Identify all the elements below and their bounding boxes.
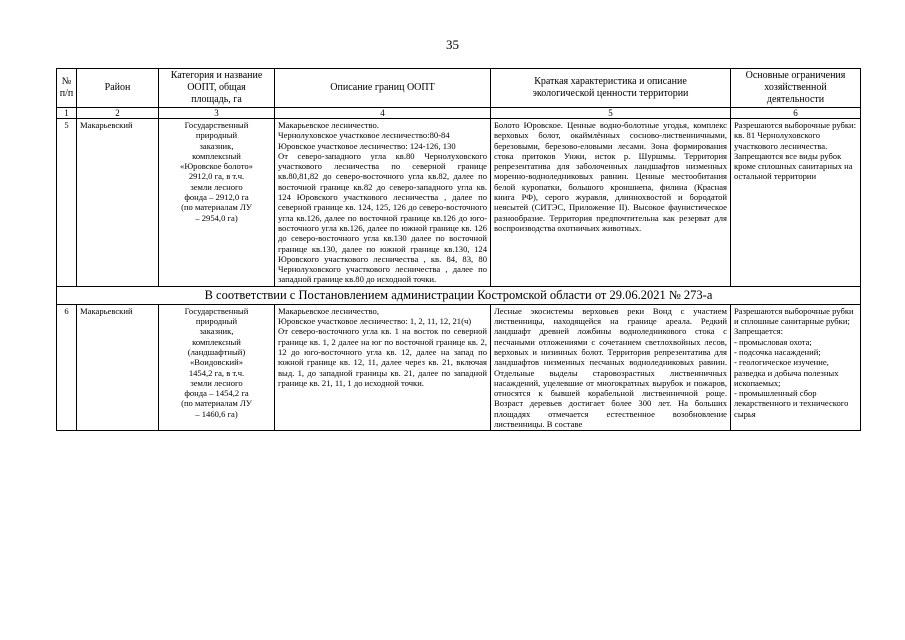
column-number: 3 [159, 108, 275, 119]
column-number: 1 [57, 108, 77, 119]
section-heading: В соответствии с Постановлением администрации Костромской области от 29.06.2021 № 273-а [57, 286, 861, 304]
column-number: 6 [731, 108, 861, 119]
row-district: Макарьевский [77, 119, 159, 287]
column-number: 5 [491, 108, 731, 119]
row-restrictions: Разрешаются выборочные рубки: кв. 81 Чернолуховского участкового лесничества. Запрещаются все виды рубок кроме сплошных санитарных на остальной территории [731, 119, 861, 287]
header-num: № п/п [57, 69, 77, 108]
header-category: Категория и название ООПТ, общая площадь, га [159, 69, 275, 108]
row-characteristics: Болото Юровское. Ценные водно-болотные угодья, комплекс верховых болот, окаймлённых сосново-лиственничными, березовыми, березово-еловыми лесами. Зона формирования стока притоков Унжи, исток р. Шуршмы. Территория репрезентатива для заболоченных ландшафтов низменных моренно-водноледниковых равнин. Ценные местообитания белой куропатки, большого кроншнепа, филина (Красная книга РФ), серого журавля, длиннохвостой и бородатой неясытей (СИТЭС, Приложение II). Высокое фаунистическое разнообразие. Территория предпочтительна как резерват для воспроизводства охотничьих животных. [491, 119, 731, 287]
row-category: Государственный природный заказник, комплексный (ландшафтный) «Воидовский» 1454,2 га, в т.ч. земли лесного фонда – 1454,2 га (по материалам ЛУ – 1460,6 га) [159, 304, 275, 431]
row-boundaries: Макарьевское лесничество, Юровское участковое лесничество: 1, 2, 11, 12, 21(ч) От северо-восточного угла кв. 1 на восток по северной границе кв. 1, 2 далее на юг по восточной границе кв. 2, 12 до юго-восточного угла кв. 12, далее на запад по южной границе кв. 12, 11, далее через кв. 21, включая выд. 1, до западной границы кв. 21, далее по западной границе кв. 21, 11, 1 до исходной точки. [275, 304, 491, 431]
section-heading-row [57, 286, 861, 304]
column-number-row [57, 108, 861, 119]
row-category: Государственный природный заказник, комплексный «Юровское болото» 2912,0 га, в т.ч. земли лесного фонда – 2912,0 га (по материалам ЛУ – 2954,0 га) [159, 119, 275, 287]
header-characteristics: Краткая характеристика и описание экологической ценности территории [491, 69, 731, 108]
row-restrictions: Разрешаются выборочные рубки и сплошные санитарные рубки; Запрещается: - промысловая охота; - подсочка насаждений; - геологическое изучение, разведка и добыча полезных ископаемых; - промышленный сбор лекарственного и технического сырья [731, 304, 861, 431]
table-row [57, 304, 861, 431]
column-number: 4 [275, 108, 491, 119]
column-number: 2 [77, 108, 159, 119]
row-district: Макарьевский [77, 304, 159, 431]
header-boundaries: Описание границ ООПТ [275, 69, 491, 108]
row-num: 6 [57, 304, 77, 431]
table-header-row [57, 69, 861, 108]
row-num: 5 [57, 119, 77, 287]
row-characteristics: Лесные экосистемы верховьев реки Вонд с участием лиственницы, находящейся на границе ареала. Редкий ландшафт древней ложбины водноледникового стока с песчаными отложениями с сочетанием светлохвойных лесов, верховых и низинных болот. Территория репрезентатива для ландшафтов низменных песчаных водноледниковых равнин. Отдельные выделы старовозрастных лиственничных насаждений, уцелевшие от многократных вырубок и пожаров, относятся к бывшей корабельной лиственничной роще. Возраст деревьев достигает более 300 лет. На больших площадях отмечается естественное возобновление лиственницы. В составе [491, 304, 731, 431]
row-boundaries: Макарьевское лесничество. Чернолуховское участковое лесничество:80-84 Юровское участковое лесничество: 124-126, 130 От северо-западного угла кв.80 Чернолуховского участкового лесничества по северной границе кв.80,81,82 до северо-восточного угла кв.82, далее по восточной границе кв.82 до северо-западного угла кв. 124 Юровского участкового лесничества , далее по северной границе кв. 124, 125, 126 до северо-восточного угла кв.126, далее по восточной границе кв.126 до юго-восточного угла кв.126, далее по южной границе кв. 126 до северо-восточного угла кв.130 далее по восточной границе кв.130, далее по южной границе кв.130, 124 Юровского участкового лесничества , кв. 84, 83, 80 Чернолуховского участкового лесничества , далее по западной границе кв.80 до исходной точки. [275, 119, 491, 287]
protected-areas-table [56, 68, 861, 431]
header-district: Район [77, 69, 159, 108]
table-row [57, 119, 861, 287]
header-restrictions: Основные ограничения хозяйственной деятельности [731, 69, 861, 108]
page-number: 35 [446, 37, 459, 52]
